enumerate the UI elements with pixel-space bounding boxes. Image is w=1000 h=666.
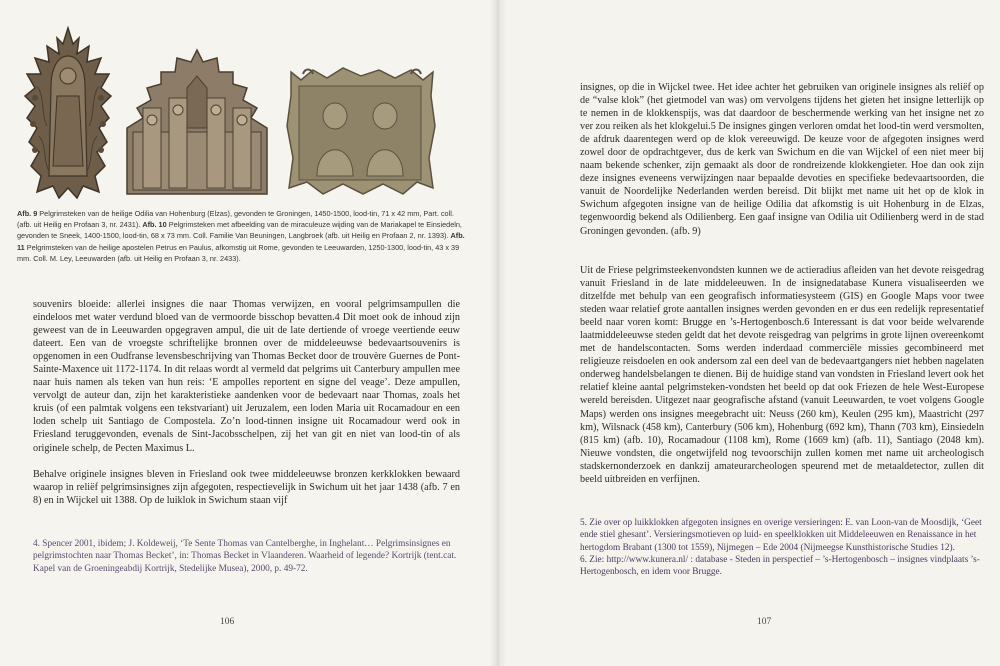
fig9-caption-text: Pelgrimsteken van de heilige Odilia van Hohenburg (Elzas), gevonden te Groningen, 1450-1500, lood-tin, 71 x 42 mm, Part. coll. (afb. uit Heilig en Profaan 3, nr. 2431).: [17, 209, 454, 230]
right-paragraph-2: Uit de Friese pelgrimsteekenvondsten kunnen we de actieradius afleiden van het devote reisgedrag vanuit Friesland in de late middeleeuwen. In de insignedatabase Kunera visualiseerden we ditzelfde met behulp van een geografisch informatiesysteem (GIS) en Google Maps voor twee steden waar relatief grote aantallen insignes werden gevonden en er dus een redelijk representatief beeld naar voren komt: Brugge en ’s-Hertogenbosch.6 Interessant is dat voor beide welvarende laatmiddeleeuwse steden geldt dat het devote reisgedrag van pelgrims in grote lijnen overeenkomt met de handelscontacten. Soms werden inderdaad commerciële missies gecombineerd met religieuze reisdoelen en ook andersom zal een deel van de bedevaartgangers niet hebben nagelaten onderweg handelsbelangen te dienen. Bij de huidige stand van vondsten in Friesland levert ook het relatief kleine aantal pelgrimsteken-vondsten het beeld op dat ook Friezen de hele West-Europese wereld bereisden. Uitgezet naar geografische afstand (vanuit Leeuwarden, te voet volgens Google Maps) werden ons insignes meegebracht uit: Neuss (260 km), Keulen (295 km), Maastricht (297 km), Wilsnack (458 km), Canterbury (506 km), Hohenburg (692 km), Thann (703 km), Einsiedeln (815 km) (afb. 10), Rocamadour (1108 km), Rome (1669 km) (afb. 11), Santiago (2048 km). Nieuwe vondsten, die ongetwijfeld nog tevoorschijn zullen komen met name uit archeologisch stadskernonderzoek en dankzij amateurarcheologen speurend met de metaaldetector, zullen dit beeld uitbreiden en verfijnen.: [580, 265, 984, 485]
petrus-paulus-badge-graphic: [283, 66, 438, 198]
fig9-label: Afb. 9: [17, 209, 38, 218]
einsiedeln-badge-graphic: [121, 48, 273, 196]
odilia-badge-graphic: [17, 26, 119, 200]
footnote-5: 5. Zie over op luikklokken afgegoten insignes en overige versieringen: E. van Loon-van de Moosdijk, ‘Geet ende stiel ghesant’. Versieringsmotieven op luid- en speelklokken uit Middeleeuwen en Renaissance in het hertogdom Brabant (1300 tot 1559), Nijmegen – Ede 2004 (Nijmeegse Kunsthistorische Studies 12).: [580, 518, 982, 553]
pilgrim-badge-einsiedeln-image: [121, 48, 273, 196]
fig10-caption-text: Pelgrimsteken met afbeelding van de miraculeuze wijding van de Mariakapel te Einsiedeln, gevonden te Sneek, 1400-1500, lood-tin, 68 x 73 mm. Coll. Familie Van Beuningen, Langbroek (afb. uit Heilig en Profaan 2, nr. 1393).: [17, 220, 462, 241]
right-page-body-1: [580, 81, 984, 238]
page-number-right: 107: [757, 617, 772, 627]
footnote-4: 4. Spencer 2001, ibidem; J. Koldeweij, ‘Te Sente Thomas van Cantelberghe, in Inghelant… Pelgrimsinsignes en pelgrimstochten naar Thomas Becket’, in: Thomas Becket in Vlaanderen. Waarheid of legende? Kortrijk (tent.cat. Kapel van de Groeningeabdij Kortrijk, Stedelijke Musea), 2000, p. 49-72.: [33, 539, 457, 574]
fig11-caption-text: Pelgrimsteken van de heilige apostelen Petrus en Paulus, afkomstig uit Rome, gevonden te Leeuwarden, 1250-1300, lood-tin, 43 x 39 mm. Coll. M. Ley, Leeuwarden (afb. uit Heilig en Profaan 3, nr. 2433).: [17, 242, 460, 263]
page-number-left: 106: [220, 617, 235, 627]
figure-caption: [17, 208, 465, 264]
right-page-body-2: [580, 264, 984, 486]
left-footnotes: [33, 538, 458, 575]
left-paragraph-1: souvenirs bloeide: allerlei insignes die naar Thomas verwijzen, en vooral pelgrimsampullen die eindeloos met water verdund bloed van de vermoorde bisschop bevatten.4 Dit moet ook de inhoud zijn geweest van de in Leeuwarden opgegraven ampul, die uit de late dertiende of vroege veertiende eeuw dateert. Een van de vroegste schriftelijke bronnen over de middeleeuwse bedevaartsouvenirs is opgenomen in een Oudfranse levensbeschrijving van Thomas Becket door de trouvère Guernes de Pont-Sainte-Maxence uit 1172-1174. In dit relaas wordt al vermeld dat pelgrims uit Canterbury ampullen mee naar huis namen als teken van hun reis: ‘E ampolles reportent en signe del veage’. Deze ampullen, vervolgt de auteur dan, zijn het karakteristieke aandenken voor de bedevaart naar Thomas, zoals het kruis (of een palmtak volgens een tekstvariant) uit Jeruzalem, een loden Maria uit Rocamadour en een loden schelp uit Santiago de Compostela. Zo’n lood-tinnen insigne uit Rocamadour werd ook in Friesland teruggevonden, evenals de Sint-Jacobsschelpen, zij het van git en niet van lood-tin of als originele schelp, de Pecten Maximus L.: [33, 299, 460, 454]
book-gutter-shadow: [490, 0, 506, 666]
left-page: [0, 0, 497, 666]
footnote-6: 6. Zie: http://www.kunera.nl/ : database - Steden in perspectief – ’s-Hertogenbosch – insignes vindplaats ’s-Hertogenbosch, en idem voor Brugge.: [580, 554, 980, 578]
left-paragraph-2: Behalve originele insignes bleven in Friesland ook twee middeleeuwse bronzen kerkklokken bewaard waarop in reliëf pelgrimsinsignes zijn afgegoten, respectievelijk in Swichum uit het jaar 1438 (afb. 7 en 8) en in Wijckel uit 1388. Op de luiklok in Swichum staan vijf: [33, 468, 460, 506]
right-footnotes: [580, 517, 985, 578]
pilgrim-badge-odilia-image: [17, 26, 119, 200]
fig11-label: Afb. 11: [17, 231, 465, 252]
fig10-label: Afb. 10: [142, 220, 167, 230]
right-paragraph-1: insignes, op die in Wijckel twee. Het idee achter het gebruiken van originele insignes als reliëf op de “valse klok” (het gietmodel van was) om vervolgens tijdens het gieten het insigne letterlijk op te nemen in de klokkenspijs, was dat daardoor de beschermende werking van het insigne net zo ver zou reiken als het klokgelui.5 De insignes gingen verloren omdat het lood-tin werd versmolten, de afdruk daarentegen werd op de klok vereeuwigd. De keuze voor de afgegoten insignes werd zowel door de opdrachtgever, dus de kerk van Swichum en die van Wijckel of een niet meer bij naam bekende schenker, zijn gemaakt als door de rondreizende klokkengieter. Hoe dan ook zijn deze insignes eveneens verwijzingen naar bepaalde devoties en specifieke bedevaartsoorden, die vanuit de Noordelijke Nederlanden werden bereisd. Dit blijkt met name uit het op de klok in Swichum afgegoten insigne van de heilige Odilia dat afkomstig is uit Hohenburg in de Elzas, tegenwoordig bekend als Odilienberg. Een gaaf insigne van Odilia uit Odilienberg werd in de stad Groningen gevonden. (afb. 9): [580, 82, 984, 237]
left-page-body: [33, 298, 460, 507]
pilgrim-badge-petrus-paulus-image: [283, 66, 438, 198]
right-page: [497, 0, 1000, 666]
